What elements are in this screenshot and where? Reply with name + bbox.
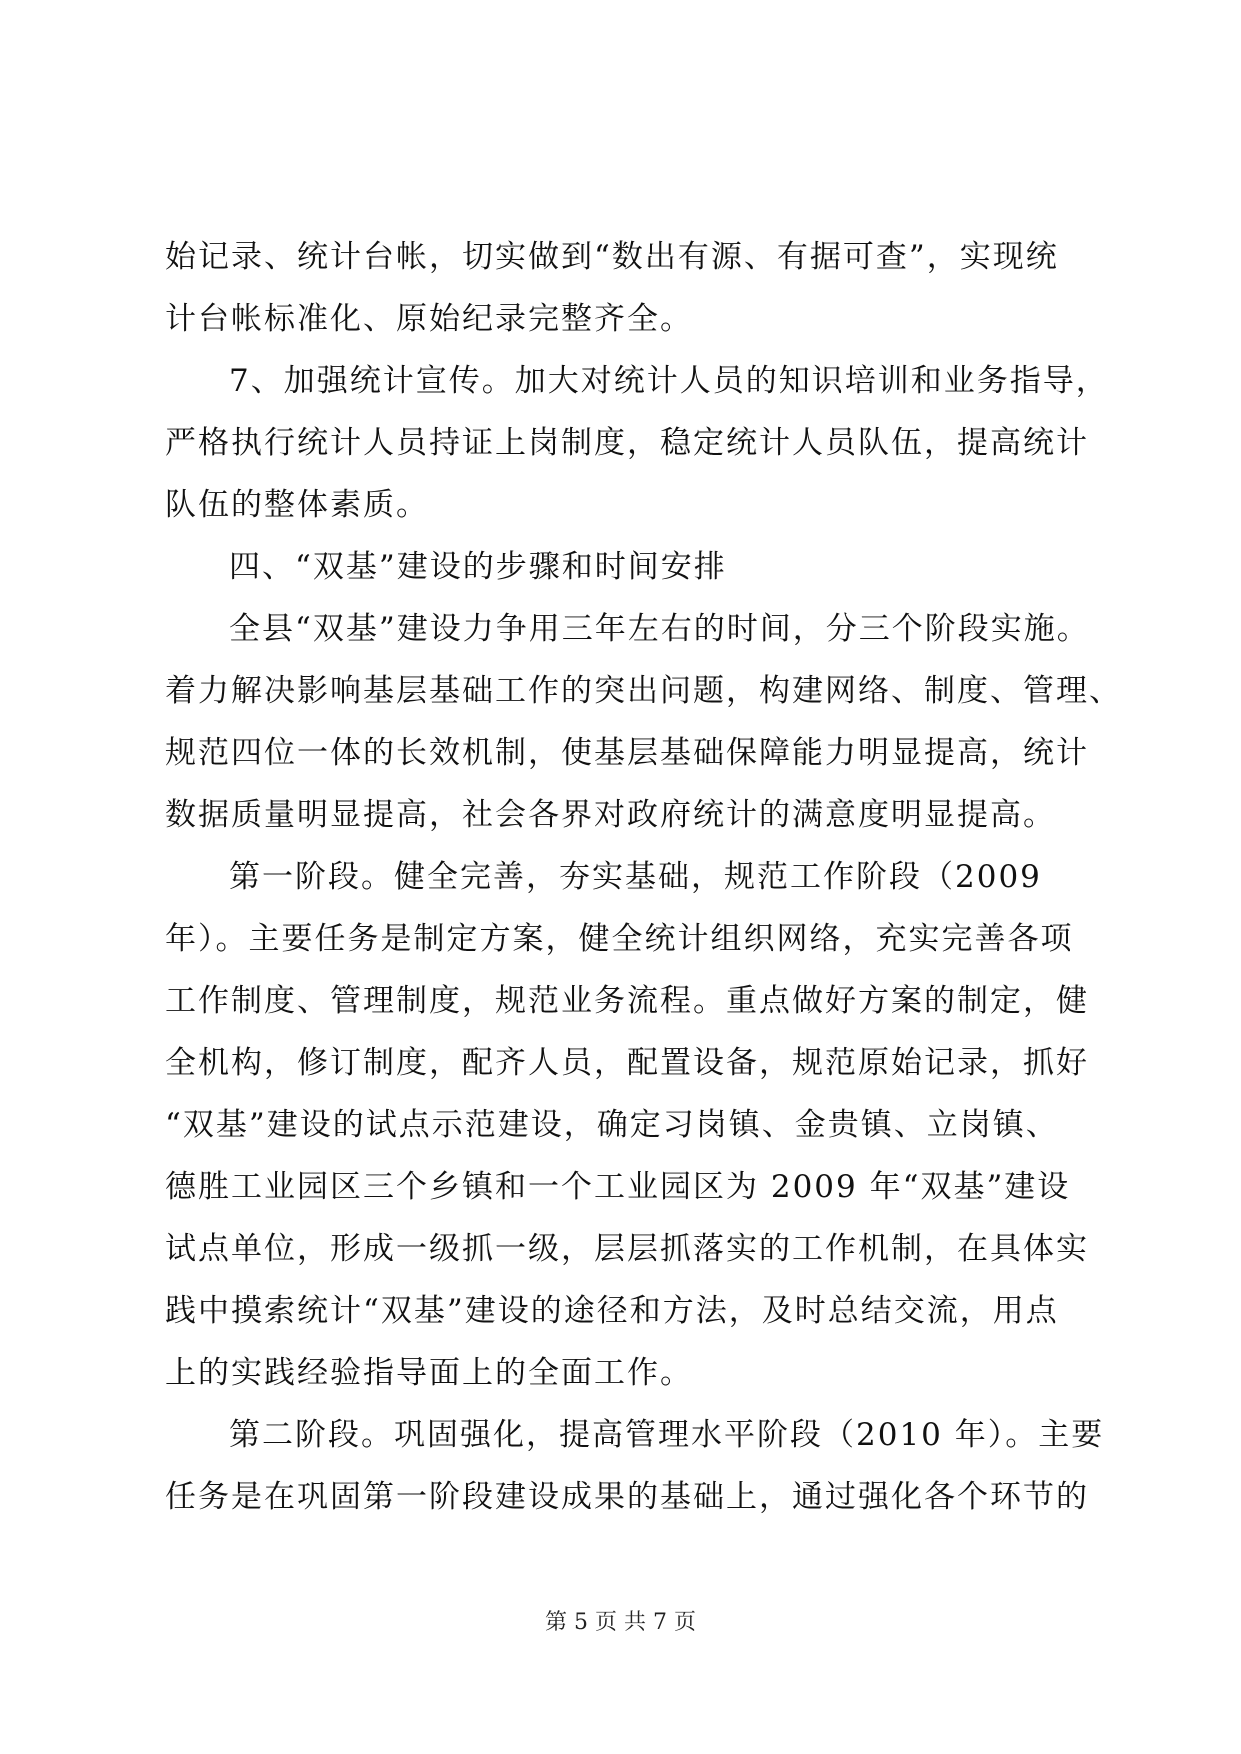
text-line: 规范四位一体的长效机制，使基层基础保障能力明显提高，统计 — [165, 735, 1089, 771]
text-line: 年）。主要任务是制定方案，健全统计组织网络，充实完善各项 — [165, 921, 1074, 957]
text-line: 着力解决影响基层基础工作的突出问题，构建网络、制度、管理、 — [165, 673, 1122, 709]
text-line: 数据质量明显提高，社会各界对政府统计的满意度明显提高。 — [165, 797, 1056, 833]
text-line: 始记录、统计台帐，切实做到“数出有源、有据可查”，实现统 — [165, 239, 1059, 275]
text-line: 工作制度、管理制度，规范业务流程。重点做好方案的制定，健 — [165, 983, 1089, 1019]
text-line: 计台帐标准化、原始纪录完整齐全。 — [165, 301, 693, 337]
section-heading: 四、“双基”建设的步骤和时间安排 — [229, 549, 727, 585]
paragraph-start-line: 全县“双基”建设力争用三年左右的时间，分三个阶段实施。 — [229, 611, 1090, 647]
page-number-footer: 第 5 页 共 7 页 — [545, 1610, 696, 1635]
text-line: 上的实践经验指导面上的全面工作。 — [165, 1355, 693, 1391]
text-line: 严格执行统计人员持证上岗制度，稳定统计人员队伍，提高统计 — [165, 425, 1089, 461]
paragraph-start-line: 第二阶段。巩固强化，提高管理水平阶段（2010 年）。主要 — [229, 1417, 1105, 1453]
text-line: 践中摸索统计“双基”建设的途径和方法，及时总结交流，用点 — [165, 1293, 1059, 1329]
text-line: 任务是在巩固第一阶段建设成果的基础上，通过强化各个环节的 — [165, 1479, 1089, 1515]
text-line: 德胜工业园区三个乡镇和一个工业园区为 2009 年“双基”建设 — [165, 1169, 1071, 1205]
paragraph-start-line: 第一阶段。健全完善，夯实基础，规范工作阶段（2009 — [229, 859, 1042, 895]
document-body — [165, 226, 1122, 1528]
text-line: 全机构，修订制度，配齐人员，配置设备，规范原始记录，抓好 — [165, 1045, 1089, 1081]
text-line: “双基”建设的试点示范建设，确定习岗镇、金贵镇、立岗镇、 — [165, 1107, 1059, 1143]
text-line: 试点单位，形成一级抓一级，层层抓落实的工作机制，在具体实 — [165, 1231, 1089, 1267]
text-line: 队伍的整体素质。 — [165, 487, 429, 523]
paragraph-start-line: 7、加强统计宣传。加大对统计人员的知识培训和业务指导， — [229, 363, 1109, 399]
